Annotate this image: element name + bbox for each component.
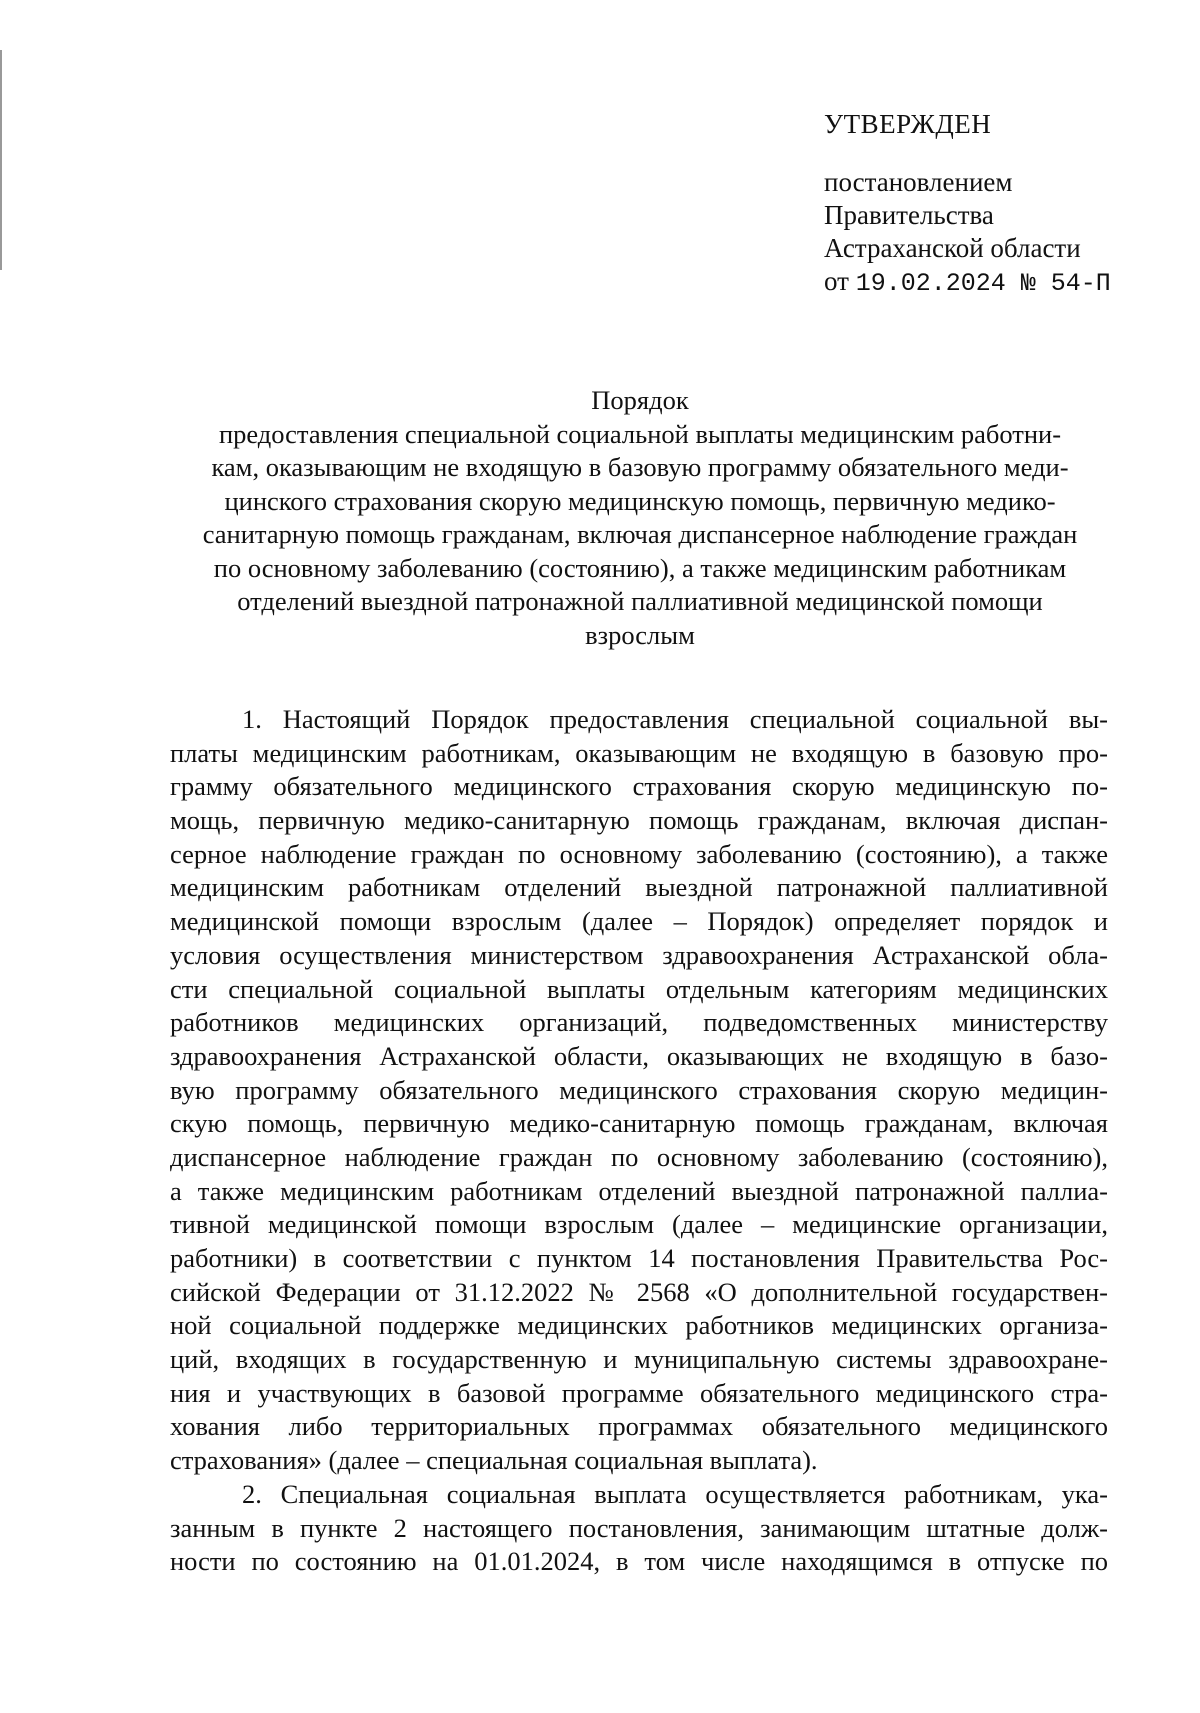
document-title <box>170 384 1110 652</box>
paragraph-2 <box>170 1478 1108 1579</box>
paragraph-line: диспансерное наблюдение граждан по основному заболеванию (состоянию), <box>170 1141 1108 1172</box>
paragraph-line: серное наблюдение граждан по основному заболеванию (состоянию), а также <box>170 838 1108 869</box>
title-line: предоставления специальной социальной выплаты медицинским работни- <box>218 418 1062 449</box>
title-line: по основному заболеванию (состоянию), а также медицинским работникам <box>213 552 1067 583</box>
approval-date-prefix: от <box>824 266 849 296</box>
paragraph-line: тивной медицинской помощи взрослым (далее – медицинские организации, <box>170 1209 1108 1240</box>
approval-word: УТВЕРЖДЕН <box>824 109 992 139</box>
approval-date-number: 19.02.2024 № 54-П <box>855 269 1111 298</box>
paragraph-line: здравоохранения Астраханской области, оказывающих не входящую в базо- <box>170 1040 1108 1071</box>
paragraph-line: страхования» (далее – специальная социальная выплата). <box>170 1445 818 1476</box>
approval-line-2: Правительства <box>824 200 994 230</box>
paragraph-line: условия осуществления министерством здравоохранения Астраханской обла- <box>170 939 1108 970</box>
approval-date-line <box>824 265 1124 300</box>
paragraph-line: медицинской помощи взрослым (далее – Порядок) определяет порядок и <box>170 906 1108 937</box>
paragraph-line: работников медицинских организаций, подведомственных министерству <box>170 1007 1108 1038</box>
title-line: кам, оказывающим не входящую в базовую программу обязательного меди- <box>211 452 1069 482</box>
approval-stamp <box>824 108 1124 300</box>
paragraph-line: сийской Федерации от 31.12.2022 № 2568 «О дополнительной государствен- <box>170 1276 1108 1307</box>
paragraph-line: платы медицинским работникам, оказывающим не входящую в базовую про- <box>170 737 1108 768</box>
paragraph-line: грамму обязательного медицинского страхования скорую медицинскую по- <box>170 771 1108 802</box>
paragraph-line: ной социальной поддержке медицинских работников медицинских организа- <box>170 1310 1108 1341</box>
title-line: цинского страхования скорую медицинскую помощь, первичную медико- <box>224 485 1056 516</box>
paragraph-line: вую программу обязательного медицинского страхования скорую медицин- <box>170 1074 1108 1105</box>
paragraph-line: ния и участвующих в базовой программе обязательного медицинского стра- <box>170 1377 1108 1408</box>
paragraph-line: сти специальной социальной выплаты отдельным категориям медицинских <box>170 973 1108 1004</box>
approval-line-1: постановлением <box>824 167 1013 197</box>
paragraph-1 <box>170 703 1108 1478</box>
paragraph-line: 1. Настоящий Порядок предоставления специальной социальной вы- <box>242 704 1108 734</box>
paragraph-line: ности по состоянию на 01.01.2024, в том числе находящимся в отпуске по <box>170 1546 1108 1577</box>
paragraph-line: 2. Специальная социальная выплата осуществляется работникам, ука- <box>242 1478 1108 1509</box>
paragraph-line: скую помощь, первичную медико-санитарную помощь гражданам, включая <box>170 1108 1108 1139</box>
paragraph-line: медицинским работникам отделений выездной патронажной паллиативной <box>170 872 1108 903</box>
paragraph-line: занным в пункте 2 настоящего постановления, занимающим штатные долж- <box>170 1512 1108 1543</box>
paragraph-line: мощь, первичную медико-санитарную помощь гражданам, включая диспан- <box>170 805 1108 836</box>
document-body <box>170 703 1108 1579</box>
paragraph-line: работники) в соответствии с пунктом 14 постановления Правительства Рос- <box>170 1243 1108 1273</box>
title-heading: Порядок <box>591 385 689 415</box>
approval-line-3: Астраханской области <box>824 233 1081 263</box>
paragraph-line: хования либо территориальных программах обязательного медицинского <box>170 1411 1108 1442</box>
scan-edge-line <box>0 50 2 270</box>
title-line: взрослым <box>585 619 695 650</box>
title-line: санитарную помощь гражданам, включая диспансерное наблюдение граждан <box>202 519 1078 549</box>
paragraph-line: а также медицинским работникам отделений выездной патронажной паллиа- <box>170 1175 1108 1206</box>
title-line: отделений выездной патронажной паллиативной медицинской помощи <box>237 586 1043 616</box>
paragraph-line: ций, входящих в государственную и муниципальную системы здравоохране- <box>170 1344 1108 1375</box>
